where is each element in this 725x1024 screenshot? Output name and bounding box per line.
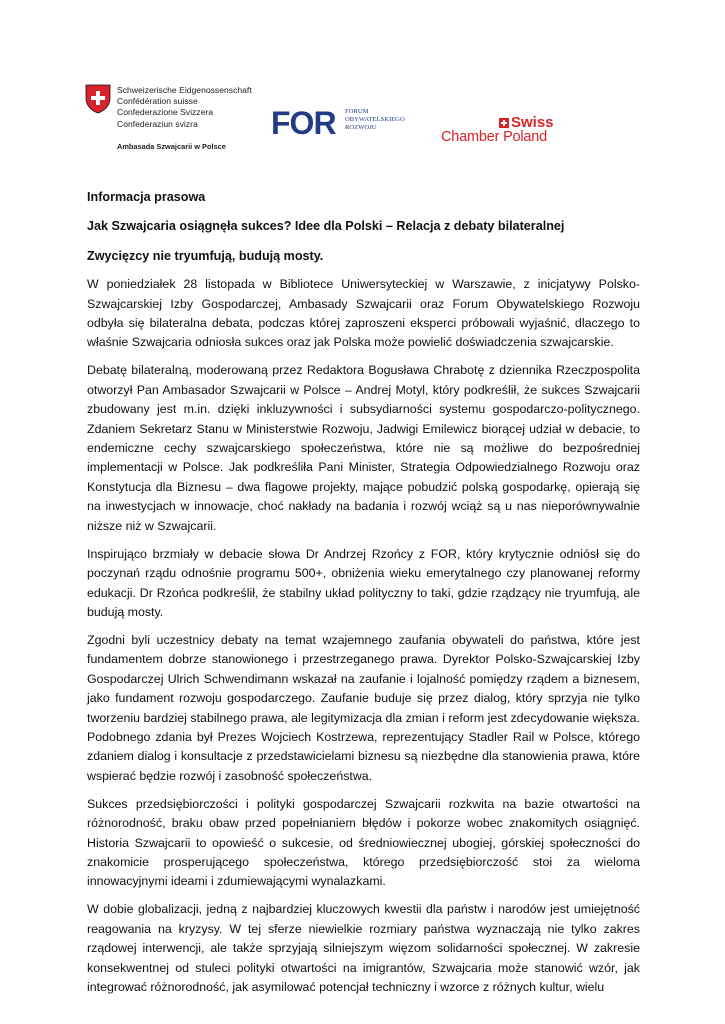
letterhead bbox=[0, 0, 725, 170]
press-release-body bbox=[87, 188, 640, 1006]
for-logo-fullname bbox=[345, 108, 405, 133]
confederation-name-fr: Confédération suisse bbox=[117, 96, 198, 107]
paragraph: W poniedziałek 28 listopada w Bibliotece Uniwersyteckiej w Warszawie, z inicjatywy Polsko-Szwajcarskiej Izby Gospodarczej, Ambasady Szwajcarii oraz Forum Obywatelskiego Rozwoju odbyła się bilateralna debata, podczas której zaproszeni eksperci próbowali wyjaśnić, dlaczego to właśnie Szwajcaria odniosła sukces oraz jak Polska może powielić doświadczenia szwajcarskie. bbox=[87, 277, 640, 350]
chamber-cross-icon bbox=[499, 118, 509, 128]
paragraph: Inspirująco brzmiały w debacie słowa Dr Andrzej Rzońcy z FOR, który krytycznie odniósł się do poczynań rządu odnośnie programu 500+, obniżenia wieku emerytalnego czy planowanej reformy edukacji. Dr Rzońca podkreślił, że stabilny układ polityczny to taki, gdzie rządzący nie tryumfują, ale budują mosty. bbox=[87, 546, 640, 619]
confederation-name-it: Confederazione Svizzera bbox=[117, 107, 214, 118]
confederation-name-de: Schweizerische Eidgenossenschaft bbox=[117, 85, 252, 95]
for-logo-line1: FORUM bbox=[345, 108, 369, 115]
swiss-coat-of-arms-icon bbox=[85, 84, 111, 114]
embassy-name: Ambasada Szwajcarii w Polsce bbox=[117, 142, 226, 151]
chamber-logo-name: Chamber Poland bbox=[441, 129, 548, 145]
for-logo-abbr: FOR bbox=[271, 105, 336, 141]
paragraph: W dobie globalizacji, jedną z najbardziej kluczowych kwestii dla państw i narodów jest umiejętność reagowania na kryzysy. W tej sferze niewielkie rozmiary państwa wyznaczają nie tylko zakres rządowej interwencji, ale także sprzyjają silniejszym więzom solidarności społecznej. W zakresie konsekwentnej od stuleci polityki otwartości na imigrantów, Szwajcaria może stanowić wzór, jak integrować różnorodność, jak asymilować potencjał techniczny i wzorce z różnych kultur, wielu bbox=[87, 902, 640, 994]
confederation-names bbox=[117, 85, 252, 130]
document-title: Jak Szwajcaria osiągnęła sukces? Idee dla Polski – Relacja z debaty bilateralnej bbox=[87, 219, 565, 234]
confederation-name-rm: Confederaziun svizra bbox=[117, 118, 198, 129]
for-logo-line3: ROZWOJU bbox=[345, 124, 377, 132]
document-label: Informacja prasowa bbox=[87, 190, 206, 204]
document-subtitle: Zwycięzcy nie tryumfują, budują mosty. bbox=[87, 248, 324, 263]
paragraph: Sukces przedsiębiorczości i polityki gospodarczej Szwajcarii rozkwita na bazie otwartości na różnorodność, braku obaw przed popełnianiem błędów i pokorze wobec znakomitych osiągnięć. Historia Szwajcarii to opowieść o sukcesie, od średniowiecznej ubogiej, górskiej społeczności do znakomicie prosperującego społeczeństwa, którego przedsiębiorczość stoi za wieloma innowacyjnymi ideami i zdumiewającymi wynalazkami. bbox=[87, 796, 640, 889]
paragraph: Debatę bilateralną, moderowaną przez Redaktora Bogusława Chrabotę z dziennika Rzeczpospolita otworzył Pan Ambasador Szwajcarii w Polsce – Andrej Motyl, który podkreślił, że sukces Szwajcarii zbudowany jest m.in. dzięki inkluzywności i subsydiarności systemu gospodarczo-politycznego. Zdaniem Sekretarz Stanu w Ministerstwie Rozwoju, Jadwigi Emilewicz biorącej udział w debacie, to endemiczne cechy szwajcarskiego społeczeństwa, które nie są możliwe do bezpośredniej implementacji w Polsce. Jak podkreśliła Pani Minister, Strategia Odpowiedzialnego Rozwoju oraz Konstytucja dla Biznesu – dwa flagowe projekty, mające pobudzić polską gospodarkę, opierają się na inwestycjach w innowacje, choć nakłady na badania i rozwój wciąż są u nas nieporównywalnie niższe niż w Szwajcarii. bbox=[87, 363, 640, 533]
for-logo-line2: OBYWATELSKIEGO bbox=[345, 116, 405, 124]
paragraph: Zgodni byli uczestnicy debaty na temat wzajemnego zaufania obywateli do państwa, które jest fundamentem dobrze stanowionego i przestrzeganego prawa. Dyrektor Polsko-Szwajcarskiej Izby Gospodarczej Ulrich Schwendimann wskazał na zaufanie i lojalność pomiędzy rządem a biznesem, jako fundament rozwoju gospodarczego. Zaufanie buduje się przez dialog, który sprzyja nie tylko tworzeniu bardziej stabilnego prawa, ale legitymizacja dla zmian i reform jest zdecydowanie większa. Podobnego zdania był Prezes Wojciech Kostrzewa, reprezentujący Stadler Rail w Polsce, którego zdaniem dialog i konsultacje z przedstawicielami biznesu są niezbędne dla stanowienia prawa, które wspierać będzie rozwój i zasobność społeczeństwa. bbox=[87, 632, 640, 783]
chamber-logo-swiss: Swiss bbox=[511, 114, 554, 131]
